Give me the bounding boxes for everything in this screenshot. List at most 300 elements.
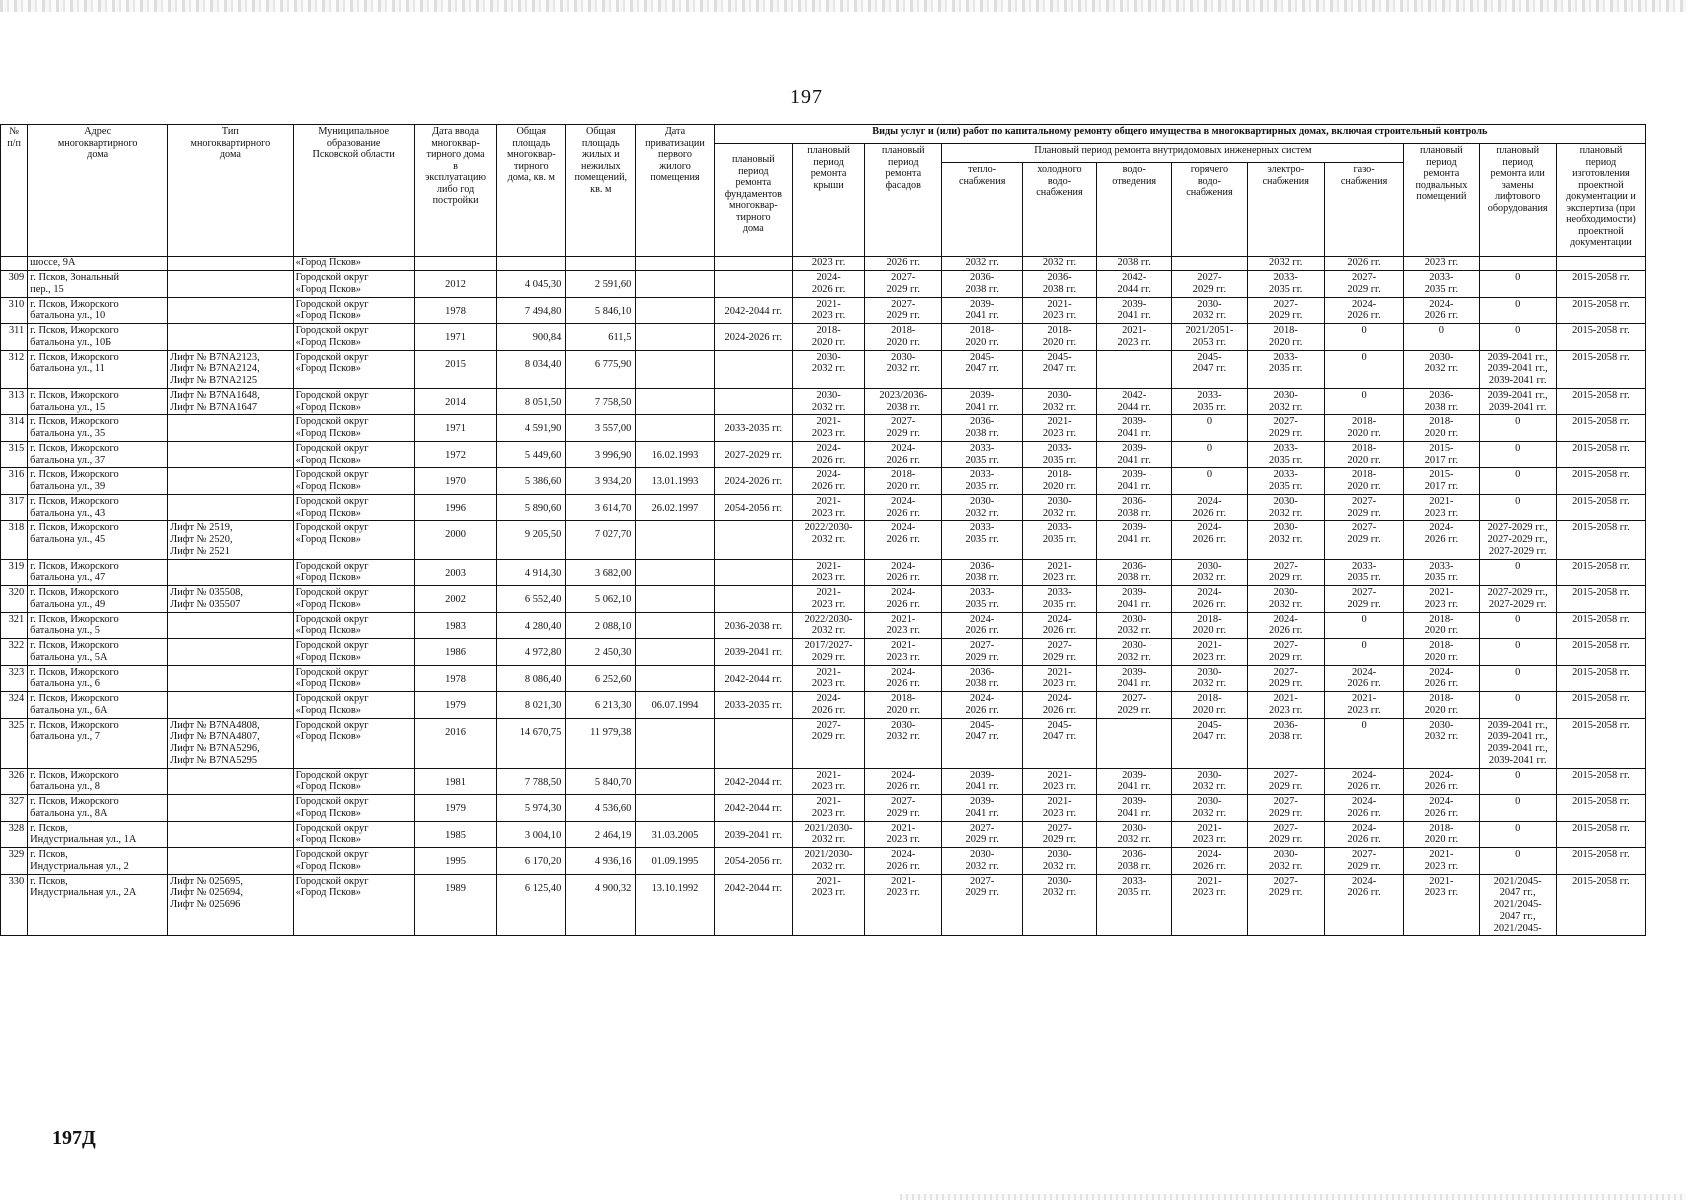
- cell-address: г. Псков, Индустриальная ул., 2: [28, 848, 168, 875]
- cell-roof: 2030- 2032 гг.: [793, 350, 865, 388]
- cell-cold-water: 2018- 2020 гг.: [1022, 468, 1096, 495]
- cell-gas: 2027- 2029 гг.: [1324, 494, 1403, 521]
- cell-address: г. Псков, Ижорского батальона ул., 11: [28, 350, 168, 388]
- cell-electric: 2027- 2029 гг.: [1247, 768, 1324, 795]
- cell-type: [168, 821, 293, 848]
- cell-design: 2015-2058 гг.: [1556, 388, 1645, 415]
- cell-gas: 2024- 2026 гг.: [1324, 795, 1403, 822]
- cell-hot-water: 2030- 2032 гг.: [1172, 795, 1247, 822]
- cell-foundation: 2027-2029 гг.: [714, 441, 792, 468]
- cell-foundation: [714, 257, 792, 271]
- header-design: плановый период изготовления проектной документации и экспертиза (при необходимости) проектной документации: [1556, 144, 1645, 257]
- cell-electric: 2027- 2029 гг.: [1247, 795, 1324, 822]
- cell-type: [168, 415, 293, 442]
- cell-facade: 2018- 2020 гг.: [865, 468, 942, 495]
- cell-elevator: [1479, 257, 1556, 271]
- cell-type: Лифт № B7NA1648, Лифт № B7NA1647: [168, 388, 293, 415]
- cell-hot-water: 0: [1172, 415, 1247, 442]
- cell-privatization-date: [636, 612, 714, 639]
- cell-heat: 2033- 2035 гг.: [942, 468, 1022, 495]
- table-row: [1, 324, 1646, 351]
- cell-year: 1978: [414, 297, 497, 324]
- cell-type: Лифт № B7NA4808, Лифт № B7NA4807, Лифт № B7NA5296, Лифт № B7NA5295: [168, 718, 293, 768]
- cell-facade: 2027- 2029 гг.: [865, 415, 942, 442]
- cell-total-area: 4 972,80: [497, 639, 566, 666]
- cell-premises-area: 5 846,10: [566, 297, 636, 324]
- cell-municipality: Городской округ «Город Псков»: [293, 586, 414, 613]
- cell-privatization-date: 31.03.2005: [636, 821, 714, 848]
- cell-premises-area: 4 936,16: [566, 848, 636, 875]
- cell-type: [168, 324, 293, 351]
- cell-cold-water: 2045- 2047 гг.: [1022, 718, 1096, 768]
- cell-type: [168, 639, 293, 666]
- cell-roof: 2024- 2026 гг.: [793, 271, 865, 298]
- header-systems-group: Плановый период ремонта внутридомовых инженерных систем: [942, 144, 1404, 163]
- cell-hot-water: 2021- 2023 гг.: [1172, 639, 1247, 666]
- table-row: [1, 665, 1646, 692]
- header-address: Адрес многоквартирного дома: [28, 125, 168, 257]
- cell-privatization-date: 13.10.1992: [636, 874, 714, 936]
- cell-roof: 2023 гг.: [793, 257, 865, 271]
- cell-total-area: 14 670,75: [497, 718, 566, 768]
- cell-facade: 2024- 2026 гг.: [865, 559, 942, 586]
- cell-municipality: Городской округ «Город Псков»: [293, 718, 414, 768]
- cell-municipality: Городской округ «Город Псков»: [293, 441, 414, 468]
- table-row: [1, 718, 1646, 768]
- cell-sewer: 2033- 2035 гг.: [1097, 874, 1172, 936]
- cell-premises-area: 6 252,60: [566, 665, 636, 692]
- cell-sewer: 2030- 2032 гг.: [1097, 612, 1172, 639]
- cell-foundation: 2054-2056 гг.: [714, 494, 792, 521]
- cell-facade: 2027- 2029 гг.: [865, 297, 942, 324]
- cell-num: 310: [1, 297, 28, 324]
- cell-roof: 2021- 2023 гг.: [793, 586, 865, 613]
- cell-cold-water: 2030- 2032 гг.: [1022, 848, 1096, 875]
- cell-total-area: 5 890,60: [497, 494, 566, 521]
- cell-year: 1970: [414, 468, 497, 495]
- cell-elevator: 0: [1479, 297, 1556, 324]
- cell-total-area: 7 494,80: [497, 297, 566, 324]
- cell-privatization-date: [636, 324, 714, 351]
- cell-type: Лифт № 2519, Лифт № 2520, Лифт № 2521: [168, 521, 293, 559]
- cell-basement: 0: [1404, 324, 1479, 351]
- cell-elevator: 2039-2041 гг., 2039-2041 гг.: [1479, 388, 1556, 415]
- cell-foundation: [714, 586, 792, 613]
- cell-address: г. Псков, Ижорского батальона ул., 10: [28, 297, 168, 324]
- table-body: [1, 257, 1646, 936]
- cell-elevator: 2021/2045- 2047 гг., 2021/2045- 2047 гг., 2021/2045-: [1479, 874, 1556, 936]
- cell-foundation: [714, 718, 792, 768]
- cell-electric: 2027- 2029 гг.: [1247, 639, 1324, 666]
- cell-design: 2015-2058 гг.: [1556, 848, 1645, 875]
- cell-basement: 2033- 2035 гг.: [1404, 559, 1479, 586]
- cell-basement: 2018- 2020 гг.: [1404, 692, 1479, 719]
- cell-heat: 2036- 2038 гг.: [942, 415, 1022, 442]
- cell-heat: 2039- 2041 гг.: [942, 297, 1022, 324]
- cell-cold-water: 2021- 2023 гг.: [1022, 795, 1096, 822]
- cell-hot-water: 2018- 2020 гг.: [1172, 612, 1247, 639]
- cell-electric: 2018- 2020 гг.: [1247, 324, 1324, 351]
- cell-premises-area: 5 062,10: [566, 586, 636, 613]
- cell-foundation: 2039-2041 гг.: [714, 821, 792, 848]
- cell-sewer: 2030- 2032 гг.: [1097, 821, 1172, 848]
- cell-num: 316: [1, 468, 28, 495]
- cell-basement: 2018- 2020 гг.: [1404, 612, 1479, 639]
- cell-address: г. Псков, Ижорского батальона ул., 10Б: [28, 324, 168, 351]
- cell-foundation: 2024-2026 гг.: [714, 468, 792, 495]
- cell-foundation: 2042-2044 гг.: [714, 297, 792, 324]
- cell-hot-water: [1172, 257, 1247, 271]
- cell-address: г. Псков, Ижорского батальона ул., 43: [28, 494, 168, 521]
- cell-total-area: 7 788,50: [497, 768, 566, 795]
- cell-design: 2015-2058 гг.: [1556, 441, 1645, 468]
- table-row: [1, 795, 1646, 822]
- cell-heat: 2024- 2026 гг.: [942, 612, 1022, 639]
- cell-sewer: [1097, 718, 1172, 768]
- cell-facade: 2024- 2026 гг.: [865, 665, 942, 692]
- cell-municipality: Городской округ «Город Псков»: [293, 795, 414, 822]
- cell-gas: 2024- 2026 гг.: [1324, 665, 1403, 692]
- cell-design: 2015-2058 гг.: [1556, 718, 1645, 768]
- cell-gas: 0: [1324, 612, 1403, 639]
- cell-privatization-date: [636, 586, 714, 613]
- scan-bottom-edge: [900, 1194, 1686, 1200]
- cell-gas: 2018- 2020 гг.: [1324, 441, 1403, 468]
- cell-elevator: 2039-2041 гг., 2039-2041 гг., 2039-2041 гг.: [1479, 350, 1556, 388]
- cell-num: 311: [1, 324, 28, 351]
- cell-sewer: 2039- 2041 гг.: [1097, 768, 1172, 795]
- cell-foundation: 2039-2041 гг.: [714, 639, 792, 666]
- cell-heat: 2039- 2041 гг.: [942, 768, 1022, 795]
- cell-privatization-date: [636, 415, 714, 442]
- table-row: [1, 494, 1646, 521]
- cell-sewer: 2042- 2044 гг.: [1097, 388, 1172, 415]
- cell-year: 2002: [414, 586, 497, 613]
- cell-basement: 2024- 2026 гг.: [1404, 768, 1479, 795]
- cell-sewer: 2030- 2032 гг.: [1097, 639, 1172, 666]
- cell-gas: 2018- 2020 гг.: [1324, 415, 1403, 442]
- cell-cold-water: 2030- 2032 гг.: [1022, 874, 1096, 936]
- cell-basement: 2021- 2023 гг.: [1404, 874, 1479, 936]
- cell-heat: 2036- 2038 гг.: [942, 271, 1022, 298]
- cell-address: г. Псков, Ижорского батальона ул., 5А: [28, 639, 168, 666]
- cell-foundation: 2042-2044 гг.: [714, 874, 792, 936]
- cell-design: 2015-2058 гг.: [1556, 494, 1645, 521]
- cell-gas: 0: [1324, 718, 1403, 768]
- cell-municipality: Городской округ «Город Псков»: [293, 768, 414, 795]
- cell-premises-area: 11 979,38: [566, 718, 636, 768]
- cell-address: г. Псков, Ижорского батальона ул., 7: [28, 718, 168, 768]
- cell-privatization-date: 06.07.1994: [636, 692, 714, 719]
- cell-design: 2015-2058 гг.: [1556, 665, 1645, 692]
- cell-year: [414, 257, 497, 271]
- cell-gas: 2027- 2029 гг.: [1324, 521, 1403, 559]
- cell-design: 2015-2058 гг.: [1556, 521, 1645, 559]
- cell-address: г. Псков, Ижорского батальона ул., 45: [28, 521, 168, 559]
- cell-roof: 2021- 2023 гг.: [793, 795, 865, 822]
- cell-privatization-date: [636, 297, 714, 324]
- cell-elevator: 0: [1479, 821, 1556, 848]
- cell-roof: 2021- 2023 гг.: [793, 297, 865, 324]
- cell-num: 326: [1, 768, 28, 795]
- cell-premises-area: 6 213,30: [566, 692, 636, 719]
- cell-foundation: [714, 271, 792, 298]
- cell-roof: 2021/2030- 2032 гг.: [793, 821, 865, 848]
- cell-privatization-date: [636, 559, 714, 586]
- cell-foundation: 2036-2038 гг.: [714, 612, 792, 639]
- cell-elevator: 2027-2029 гг., 2027-2029 гг., 2027-2029 гг.: [1479, 521, 1556, 559]
- cell-type: Лифт № 025695, Лифт № 025694, Лифт № 025696: [168, 874, 293, 936]
- cell-cold-water: 2030- 2032 гг.: [1022, 388, 1096, 415]
- cell-year: 2003: [414, 559, 497, 586]
- cell-elevator: 2027-2029 гг., 2027-2029 гг.: [1479, 586, 1556, 613]
- cell-foundation: [714, 350, 792, 388]
- cell-municipality: Городской округ «Город Псков»: [293, 297, 414, 324]
- cell-design: 2015-2058 гг.: [1556, 768, 1645, 795]
- cell-sewer: 2038 гг.: [1097, 257, 1172, 271]
- cell-basement: 2015- 2017 гг.: [1404, 468, 1479, 495]
- cell-basement: 2024- 2026 гг.: [1404, 795, 1479, 822]
- cell-municipality: Городской округ «Город Псков»: [293, 612, 414, 639]
- cell-design: 2015-2058 гг.: [1556, 639, 1645, 666]
- cell-cold-water: 2021- 2023 гг.: [1022, 297, 1096, 324]
- header-basement: плановый период ремонта подвальных помещений: [1404, 144, 1479, 257]
- cell-address: г. Псков, Ижорского батальона ул., 49: [28, 586, 168, 613]
- cell-cold-water: 2027- 2029 гг.: [1022, 639, 1096, 666]
- cell-sewer: 2042- 2044 гг.: [1097, 271, 1172, 298]
- cell-hot-water: 2024- 2026 гг.: [1172, 586, 1247, 613]
- cell-municipality: Городской округ «Город Псков»: [293, 639, 414, 666]
- cell-type: [168, 612, 293, 639]
- cell-elevator: 0: [1479, 665, 1556, 692]
- cell-design: 2015-2058 гг.: [1556, 415, 1645, 442]
- cell-basement: 2033- 2035 гг.: [1404, 271, 1479, 298]
- cell-facade: 2024- 2026 гг.: [865, 848, 942, 875]
- cell-roof: 2021- 2023 гг.: [793, 768, 865, 795]
- cell-address: г. Псков, Ижорского батальона ул., 37: [28, 441, 168, 468]
- cell-type: Лифт № B7NA2123, Лифт № B7NA2124, Лифт № B7NA2125: [168, 350, 293, 388]
- cell-hot-water: 2030- 2032 гг.: [1172, 665, 1247, 692]
- cell-hot-water: 2021- 2023 гг.: [1172, 821, 1247, 848]
- cell-basement: 2021- 2023 гг.: [1404, 586, 1479, 613]
- cell-gas: 0: [1324, 639, 1403, 666]
- cell-year: 1996: [414, 494, 497, 521]
- cell-roof: 2021/2030- 2032 гг.: [793, 848, 865, 875]
- cell-heat: 2045- 2047 гг.: [942, 350, 1022, 388]
- cell-municipality: Городской округ «Город Псков»: [293, 559, 414, 586]
- cell-type: [168, 257, 293, 271]
- cell-roof: 2022/2030- 2032 гг.: [793, 612, 865, 639]
- cell-facade: 2021- 2023 гг.: [865, 612, 942, 639]
- cell-cold-water: 2033- 2035 гг.: [1022, 441, 1096, 468]
- cell-roof: 2022/2030- 2032 гг.: [793, 521, 865, 559]
- cell-municipality: Городской округ «Город Псков»: [293, 848, 414, 875]
- cell-cold-water: 2045- 2047 гг.: [1022, 350, 1096, 388]
- cell-facade: 2021- 2023 гг.: [865, 639, 942, 666]
- cell-num: 327: [1, 795, 28, 822]
- cell-basement: 2024- 2026 гг.: [1404, 665, 1479, 692]
- cell-facade: 2030- 2032 гг.: [865, 350, 942, 388]
- header-roof: плановый период ремонта крыши: [793, 144, 865, 257]
- cell-cold-water: 2032 гг.: [1022, 257, 1096, 271]
- header-works-group: Виды услуг и (или) работ по капитальному ремонту общего имущества в многоквартирных домах, включая строительный контроль: [714, 125, 1645, 144]
- cell-gas: 0: [1324, 350, 1403, 388]
- cell-electric: 2027- 2029 гг.: [1247, 297, 1324, 324]
- header-municipality: Муниципальное образование Псковской области: [293, 125, 414, 257]
- cell-num: 314: [1, 415, 28, 442]
- cell-num: 315: [1, 441, 28, 468]
- cell-elevator: 2039-2041 гг., 2039-2041 гг., 2039-2041 гг., 2039-2041 гг.: [1479, 718, 1556, 768]
- cell-foundation: [714, 559, 792, 586]
- cell-design: 2015-2058 гг.: [1556, 821, 1645, 848]
- cell-foundation: 2042-2044 гг.: [714, 795, 792, 822]
- cell-premises-area: 3 934,20: [566, 468, 636, 495]
- cell-hot-water: 2021- 2023 гг.: [1172, 874, 1247, 936]
- cell-type: [168, 768, 293, 795]
- table-row-carryover: [1, 257, 1646, 271]
- cell-electric: 2021- 2023 гг.: [1247, 692, 1324, 719]
- cell-hot-water: 2030- 2032 гг.: [1172, 559, 1247, 586]
- cell-premises-area: 6 775,90: [566, 350, 636, 388]
- cell-gas: 2018- 2020 гг.: [1324, 468, 1403, 495]
- cell-facade: 2027- 2029 гг.: [865, 271, 942, 298]
- cell-electric: 2024- 2026 гг.: [1247, 612, 1324, 639]
- cell-heat: 2032 гг.: [942, 257, 1022, 271]
- cell-premises-area: 7 758,50: [566, 388, 636, 415]
- cell-roof: 2027- 2029 гг.: [793, 718, 865, 768]
- cell-type: [168, 692, 293, 719]
- cell-gas: 2033- 2035 гг.: [1324, 559, 1403, 586]
- cell-cold-water: 2021- 2023 гг.: [1022, 559, 1096, 586]
- cell-electric: 2030- 2032 гг.: [1247, 848, 1324, 875]
- table-row: [1, 639, 1646, 666]
- cell-roof: 2017/2027- 2029 гг.: [793, 639, 865, 666]
- cell-gas: 2027- 2029 гг.: [1324, 848, 1403, 875]
- cell-basement: 2023 гг.: [1404, 257, 1479, 271]
- page-number: 197: [790, 86, 823, 108]
- cell-gas: 2024- 2026 гг.: [1324, 297, 1403, 324]
- cell-hot-water: 2024- 2026 гг.: [1172, 494, 1247, 521]
- cell-sewer: 2039- 2041 гг.: [1097, 441, 1172, 468]
- cell-facade: 2018- 2020 гг.: [865, 692, 942, 719]
- cell-heat: 2027- 2029 гг.: [942, 874, 1022, 936]
- cell-municipality: Городской округ «Город Псков»: [293, 665, 414, 692]
- cell-elevator: 0: [1479, 271, 1556, 298]
- cell-municipality: Городской округ «Город Псков»: [293, 324, 414, 351]
- table-row: [1, 468, 1646, 495]
- cell-facade: 2026 гг.: [865, 257, 942, 271]
- cell-premises-area: 2 591,60: [566, 271, 636, 298]
- cell-elevator: 0: [1479, 441, 1556, 468]
- cell-roof: 2021- 2023 гг.: [793, 665, 865, 692]
- cell-privatization-date: [636, 795, 714, 822]
- cell-roof: 2018- 2020 гг.: [793, 324, 865, 351]
- cell-hot-water: 2024- 2026 гг.: [1172, 848, 1247, 875]
- header-foundation: плановый период ремонта фундаментов многоквар- тирного дома: [714, 144, 792, 257]
- cell-hot-water: 2030- 2032 гг.: [1172, 768, 1247, 795]
- cell-heat: 2030- 2032 гг.: [942, 494, 1022, 521]
- cell-basement: 2018- 2020 гг.: [1404, 821, 1479, 848]
- cell-num: 320: [1, 586, 28, 613]
- cell-year: 1983: [414, 612, 497, 639]
- cell-gas: 2027- 2029 гг.: [1324, 271, 1403, 298]
- cell-heat: 2039- 2041 гг.: [942, 388, 1022, 415]
- cell-num: 313: [1, 388, 28, 415]
- cell-gas: 2024- 2026 гг.: [1324, 821, 1403, 848]
- cell-foundation: [714, 388, 792, 415]
- header-premises-area: Общая площадь жилых и нежилых помещений, кв. м: [566, 125, 636, 257]
- cell-design: 2015-2058 гг.: [1556, 297, 1645, 324]
- cell-total-area: 4 045,30: [497, 271, 566, 298]
- cell-foundation: 2033-2035 гг.: [714, 415, 792, 442]
- cell-electric: 2030- 2032 гг.: [1247, 586, 1324, 613]
- cell-type: Лифт № 035508, Лифт № 035507: [168, 586, 293, 613]
- cell-electric: 2027- 2029 гг.: [1247, 874, 1324, 936]
- cell-design: 2015-2058 гг.: [1556, 874, 1645, 936]
- cell-heat: 2045- 2047 гг.: [942, 718, 1022, 768]
- cell-facade: 2030- 2032 гг.: [865, 718, 942, 768]
- cell-total-area: 8 021,30: [497, 692, 566, 719]
- cell-premises-area: 2 464,19: [566, 821, 636, 848]
- cell-premises-area: 611,5: [566, 324, 636, 351]
- cell-hot-water: 2045- 2047 гг.: [1172, 350, 1247, 388]
- cell-total-area: 6 552,40: [497, 586, 566, 613]
- cell-num: 321: [1, 612, 28, 639]
- cell-privatization-date: 16.02.1993: [636, 441, 714, 468]
- cell-total-area: 6 170,20: [497, 848, 566, 875]
- cell-cold-water: 2033- 2035 гг.: [1022, 586, 1096, 613]
- scan-top-edge: [0, 0, 1686, 12]
- cell-design: 2015-2058 гг.: [1556, 350, 1645, 388]
- cell-electric: 2033- 2035 гг.: [1247, 271, 1324, 298]
- header-elevator: плановый период ремонта или замены лифтового оборудования: [1479, 144, 1556, 257]
- cell-cold-water: 2024- 2026 гг.: [1022, 692, 1096, 719]
- cell-sewer: 2039- 2041 гг.: [1097, 665, 1172, 692]
- cell-basement: 2018- 2020 гг.: [1404, 415, 1479, 442]
- cell-premises-area: 5 840,70: [566, 768, 636, 795]
- cell-foundation: 2042-2044 гг.: [714, 665, 792, 692]
- cell-foundation: 2054-2056 гг.: [714, 848, 792, 875]
- cell-year: 2012: [414, 271, 497, 298]
- cell-gas: 2024- 2026 гг.: [1324, 874, 1403, 936]
- cell-electric: 2030- 2032 гг.: [1247, 521, 1324, 559]
- cell-cold-water: 2033- 2035 гг.: [1022, 521, 1096, 559]
- cell-premises-area: 3 682,00: [566, 559, 636, 586]
- cell-electric: 2027- 2029 гг.: [1247, 821, 1324, 848]
- table-row: [1, 559, 1646, 586]
- cell-premises-area: 3 614,70: [566, 494, 636, 521]
- cell-sewer: 2036- 2038 гг.: [1097, 559, 1172, 586]
- cell-hot-water: 0: [1172, 441, 1247, 468]
- cell-heat: 2036- 2038 гг.: [942, 559, 1022, 586]
- cell-gas: 2027- 2029 гг.: [1324, 586, 1403, 613]
- cell-facade: 2027- 2029 гг.: [865, 795, 942, 822]
- cell-facade: 2024- 2026 гг.: [865, 441, 942, 468]
- cell-heat: 2036- 2038 гг.: [942, 665, 1022, 692]
- cell-total-area: 9 205,50: [497, 521, 566, 559]
- cell-hot-water: 0: [1172, 468, 1247, 495]
- cell-municipality: Городской округ «Город Псков»: [293, 874, 414, 936]
- cell-num: 318: [1, 521, 28, 559]
- cell-type: [168, 795, 293, 822]
- table-row: [1, 874, 1646, 936]
- cell-gas: 2024- 2026 гг.: [1324, 768, 1403, 795]
- cell-elevator: 0: [1479, 324, 1556, 351]
- cell-type: [168, 297, 293, 324]
- cell-total-area: 4 914,30: [497, 559, 566, 586]
- cell-total-area: 4 280,40: [497, 612, 566, 639]
- table-row: [1, 271, 1646, 298]
